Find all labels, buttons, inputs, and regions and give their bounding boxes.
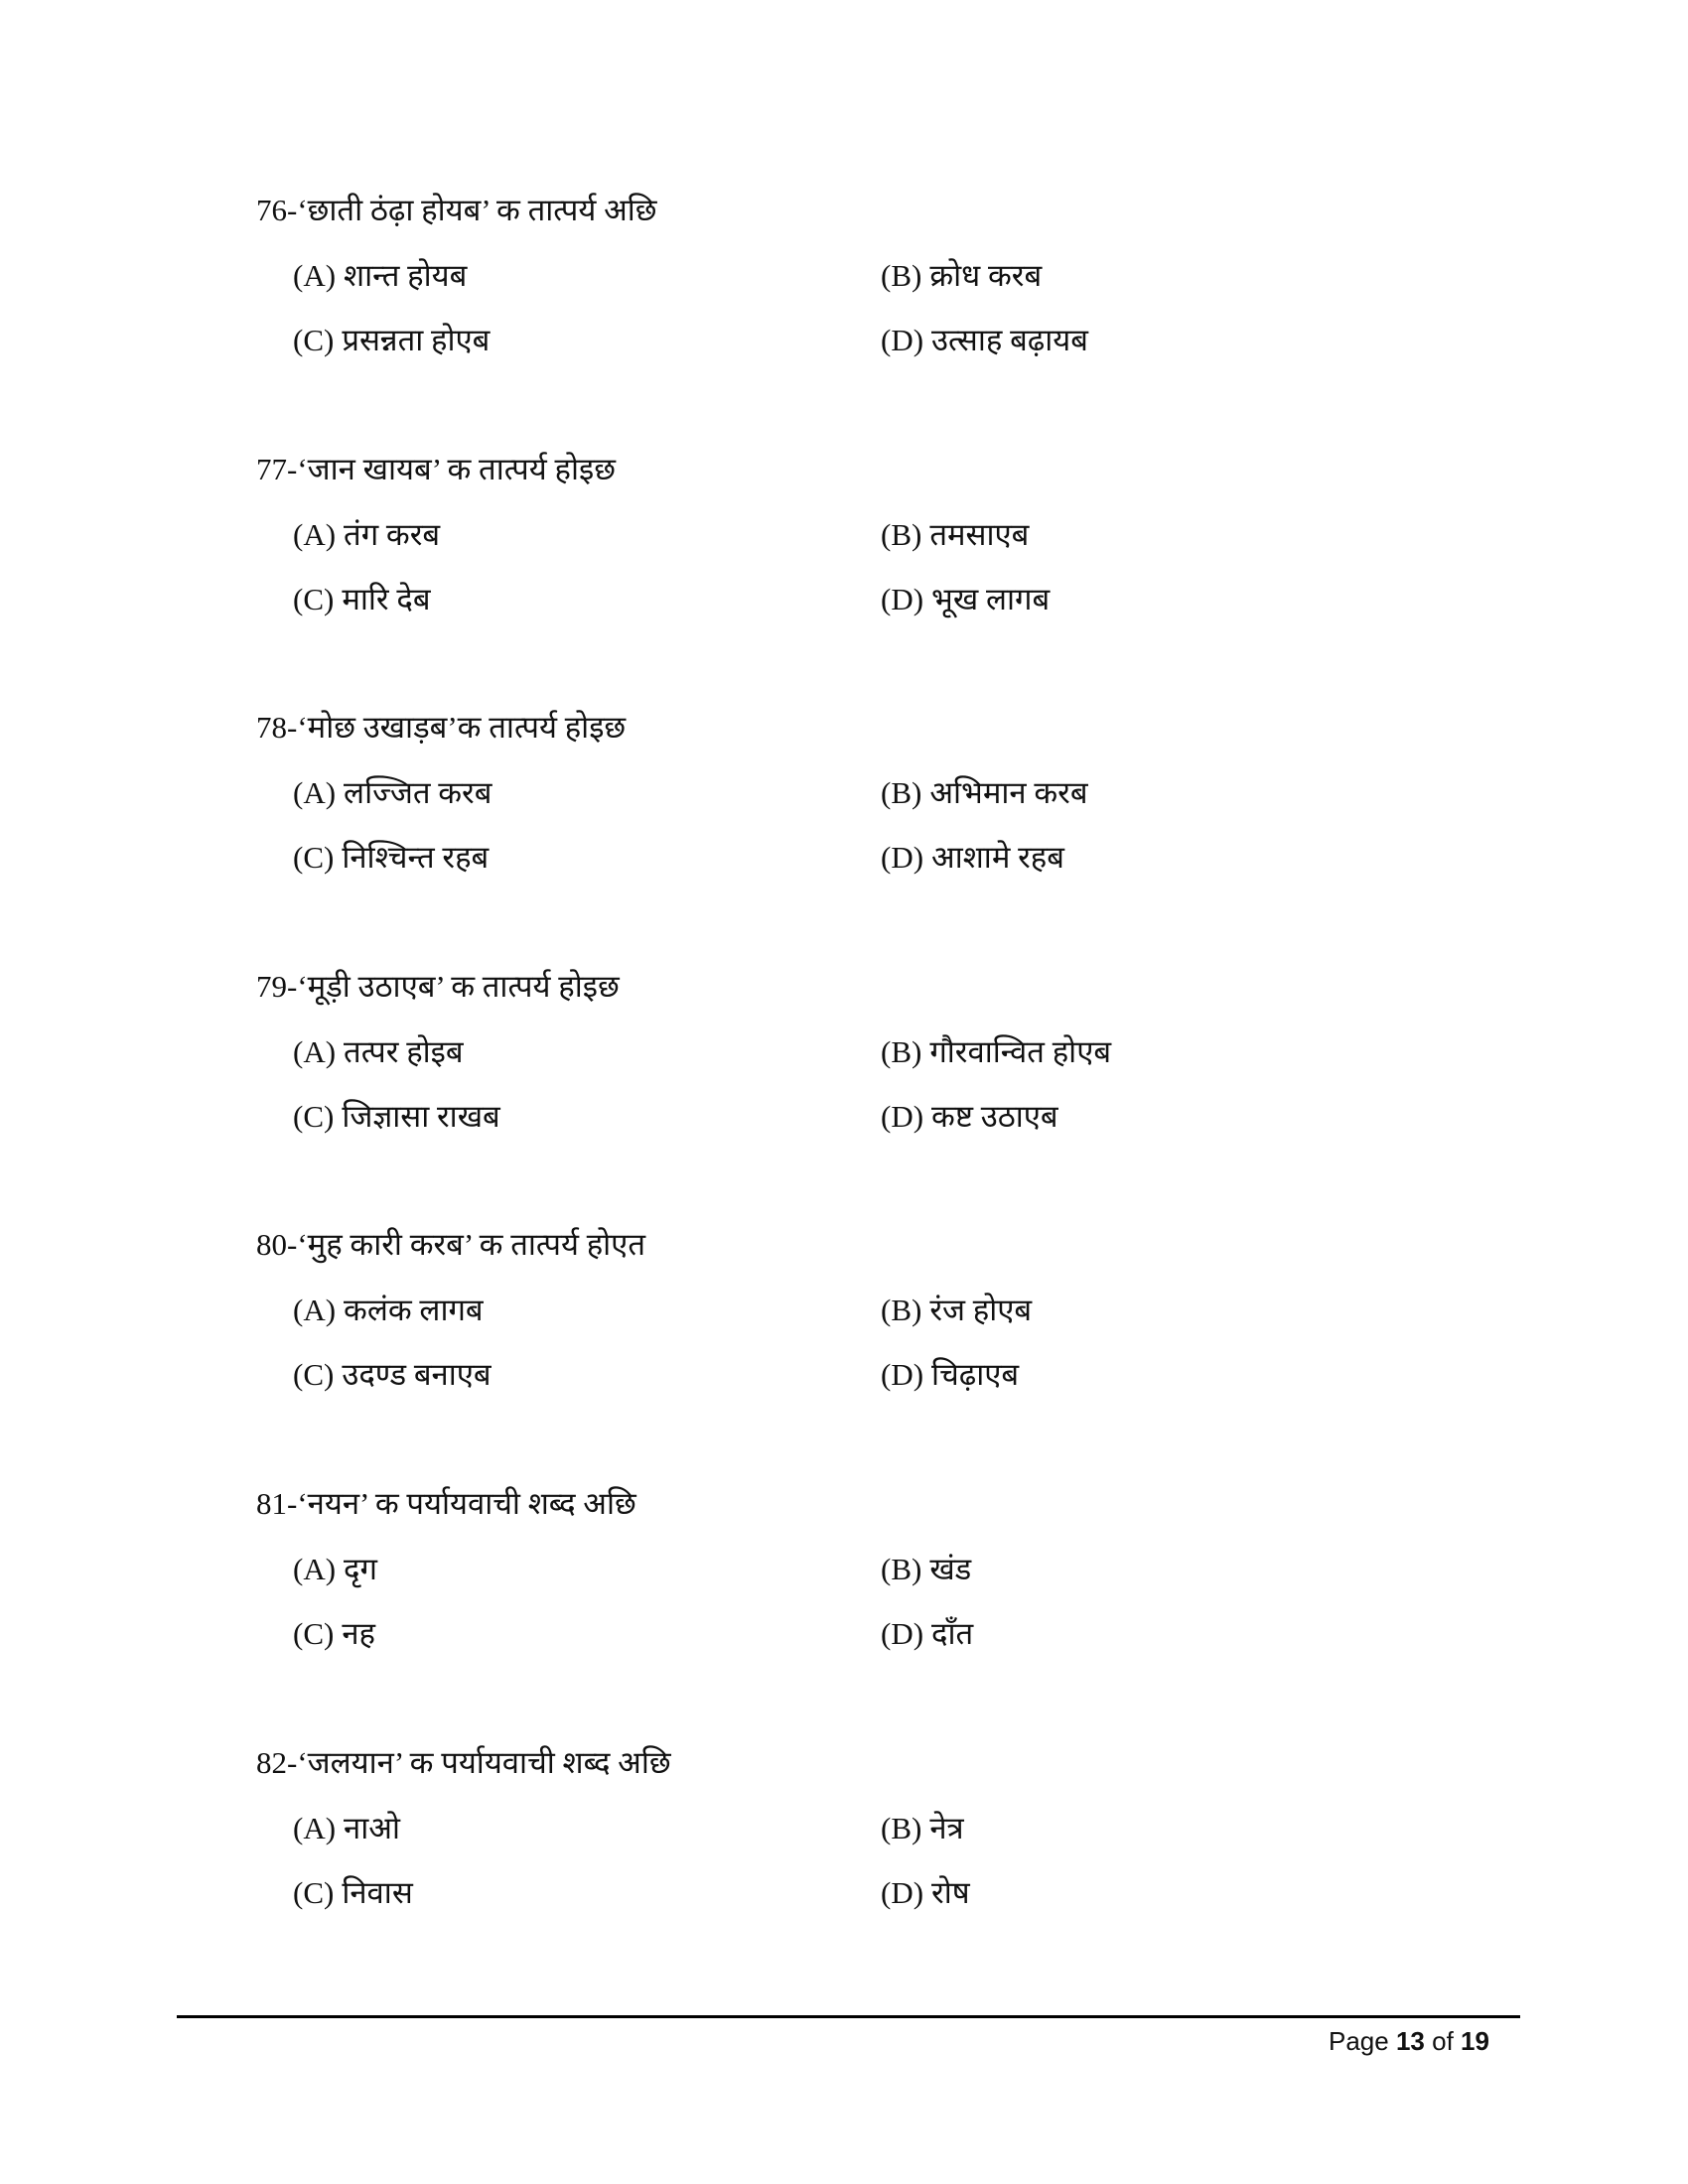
option-key: (C) <box>293 1875 335 1910</box>
option-text: रंज होएब <box>929 1293 1033 1327</box>
option-a <box>293 1809 400 1848</box>
option-key: (A) <box>293 1293 337 1327</box>
option-b <box>881 515 1029 555</box>
option-key: (D) <box>881 323 924 357</box>
option-key: (A) <box>293 775 337 810</box>
option-text: लज्जित करब <box>344 775 492 810</box>
option-text: जिज्ञासा राखब <box>342 1099 500 1134</box>
option-a <box>293 1032 464 1072</box>
option-text: दृग <box>344 1552 377 1586</box>
option-text: अभिमान करब <box>929 775 1088 810</box>
question-number: 81- <box>256 1486 298 1521</box>
option-key: (A) <box>293 1034 337 1069</box>
option-b <box>881 1291 1032 1330</box>
option-a <box>293 515 440 555</box>
question-text <box>256 450 616 489</box>
option-b <box>881 773 1088 813</box>
option-a <box>293 1291 484 1330</box>
option-key: (A) <box>293 517 337 552</box>
option-key: (B) <box>881 1034 922 1069</box>
option-c <box>293 580 431 619</box>
option-c <box>293 1614 375 1654</box>
question-prompt: ‘मुह कारी करब’ क तात्पर्य होएत <box>297 1227 645 1262</box>
question-79 <box>256 967 1547 1165</box>
option-key: (C) <box>293 1616 335 1651</box>
option-d <box>881 580 1050 619</box>
option-text: आशामे रहब <box>931 840 1064 875</box>
option-key: (D) <box>881 1616 924 1651</box>
option-c <box>293 1873 413 1913</box>
option-d <box>881 1355 1019 1395</box>
option-b <box>881 1809 964 1848</box>
option-text: तंग करब <box>344 517 441 552</box>
option-text: क्रोध करब <box>929 258 1043 293</box>
option-key: (C) <box>293 323 335 357</box>
option-key: (C) <box>293 1099 335 1134</box>
question-prompt: ‘मोछ उखाड़ब’क तात्पर्य होइछ <box>297 710 627 745</box>
total-pages: 19 <box>1461 2026 1489 2056</box>
option-text: रोष <box>931 1875 970 1910</box>
option-text: शान्त होयब <box>344 258 468 293</box>
option-b <box>881 1032 1111 1072</box>
option-key: (B) <box>881 1811 922 1845</box>
question-number: 78- <box>256 710 298 745</box>
option-text: तत्पर होइब <box>344 1034 464 1069</box>
option-c <box>293 321 490 360</box>
option-key: (B) <box>881 1552 922 1586</box>
option-text: निवास <box>342 1875 413 1910</box>
option-a <box>293 256 467 296</box>
option-text: नाओ <box>344 1811 400 1845</box>
option-key: (D) <box>881 1099 924 1134</box>
footer-divider <box>177 2015 1520 2018</box>
of-word: of <box>1432 2026 1454 2056</box>
question-text <box>256 1225 645 1265</box>
option-b <box>881 1550 971 1589</box>
option-d <box>881 838 1064 878</box>
option-key: (B) <box>881 1293 922 1327</box>
question-text <box>256 191 657 230</box>
option-key: (C) <box>293 840 335 875</box>
option-key: (D) <box>881 1357 924 1392</box>
option-c <box>293 1097 500 1137</box>
option-key: (B) <box>881 517 922 552</box>
option-text: कलंक लागब <box>344 1293 484 1327</box>
page-number-footer <box>1329 2025 1489 2057</box>
option-key: (B) <box>881 775 922 810</box>
question-text <box>256 708 626 748</box>
option-key: (C) <box>293 1357 335 1392</box>
question-81 <box>256 1484 1547 1683</box>
question-text <box>256 967 620 1007</box>
option-d <box>881 1097 1058 1137</box>
option-a <box>293 1550 377 1589</box>
option-key: (D) <box>881 1875 924 1910</box>
option-text: उत्साह बढ़ायब <box>931 323 1088 357</box>
option-key: (D) <box>881 840 924 875</box>
option-b <box>881 256 1042 296</box>
option-text: दाँत <box>931 1616 974 1651</box>
question-prompt: ‘नयन’ क पर्यायवाची शब्द अछि <box>297 1486 636 1521</box>
option-text: नेत्र <box>929 1811 964 1845</box>
question-80 <box>256 1225 1547 1424</box>
option-text: खंड <box>929 1552 972 1586</box>
question-prompt: ‘मूड़ी उठाएब’ क तात्पर्य होइछ <box>297 969 620 1004</box>
option-d <box>881 1614 973 1654</box>
option-key: (C) <box>293 582 335 616</box>
option-c <box>293 1355 492 1395</box>
option-text: नह <box>342 1616 375 1651</box>
question-76 <box>256 191 1547 389</box>
option-d <box>881 321 1088 360</box>
option-text: मारि देब <box>342 582 431 616</box>
option-c <box>293 838 489 878</box>
question-prompt: ‘जान खायब’ क तात्पर्य होइछ <box>297 452 616 486</box>
option-text: चिढ़ाएब <box>931 1357 1020 1392</box>
option-key: (D) <box>881 582 924 616</box>
current-page: 13 <box>1395 2026 1425 2056</box>
option-text: गौरवान्वित होएब <box>929 1034 1112 1069</box>
option-key: (B) <box>881 258 922 293</box>
question-number: 82- <box>256 1745 298 1780</box>
option-key: (A) <box>293 1811 337 1845</box>
option-key: (A) <box>293 258 337 293</box>
question-82 <box>256 1743 1547 1942</box>
option-text: निश्चिन्त रहब <box>342 840 490 875</box>
page-word: Page <box>1329 2026 1389 2056</box>
option-d <box>881 1873 970 1913</box>
question-text <box>256 1484 636 1524</box>
question-prompt: ‘जलयान’ क पर्यायवाची शब्द अछि <box>297 1745 671 1780</box>
question-number: 77- <box>256 452 298 486</box>
question-number: 80- <box>256 1227 298 1262</box>
option-text: प्रसन्नता होएब <box>342 323 491 357</box>
question-78 <box>256 708 1547 906</box>
option-text: तमसाएब <box>929 517 1030 552</box>
question-number: 79- <box>256 969 298 1004</box>
question-prompt: ‘छाती ठंढ़ा होयब’ क तात्पर्य अछि <box>297 193 657 227</box>
option-key: (A) <box>293 1552 337 1586</box>
question-number: 76- <box>256 193 298 227</box>
option-text: कष्ट उठाएब <box>931 1099 1058 1134</box>
question-77 <box>256 450 1547 648</box>
option-text: उदण्ड बनाएब <box>342 1357 492 1392</box>
question-text <box>256 1743 671 1783</box>
option-a <box>293 773 492 813</box>
option-text: भूख लागब <box>931 582 1051 616</box>
